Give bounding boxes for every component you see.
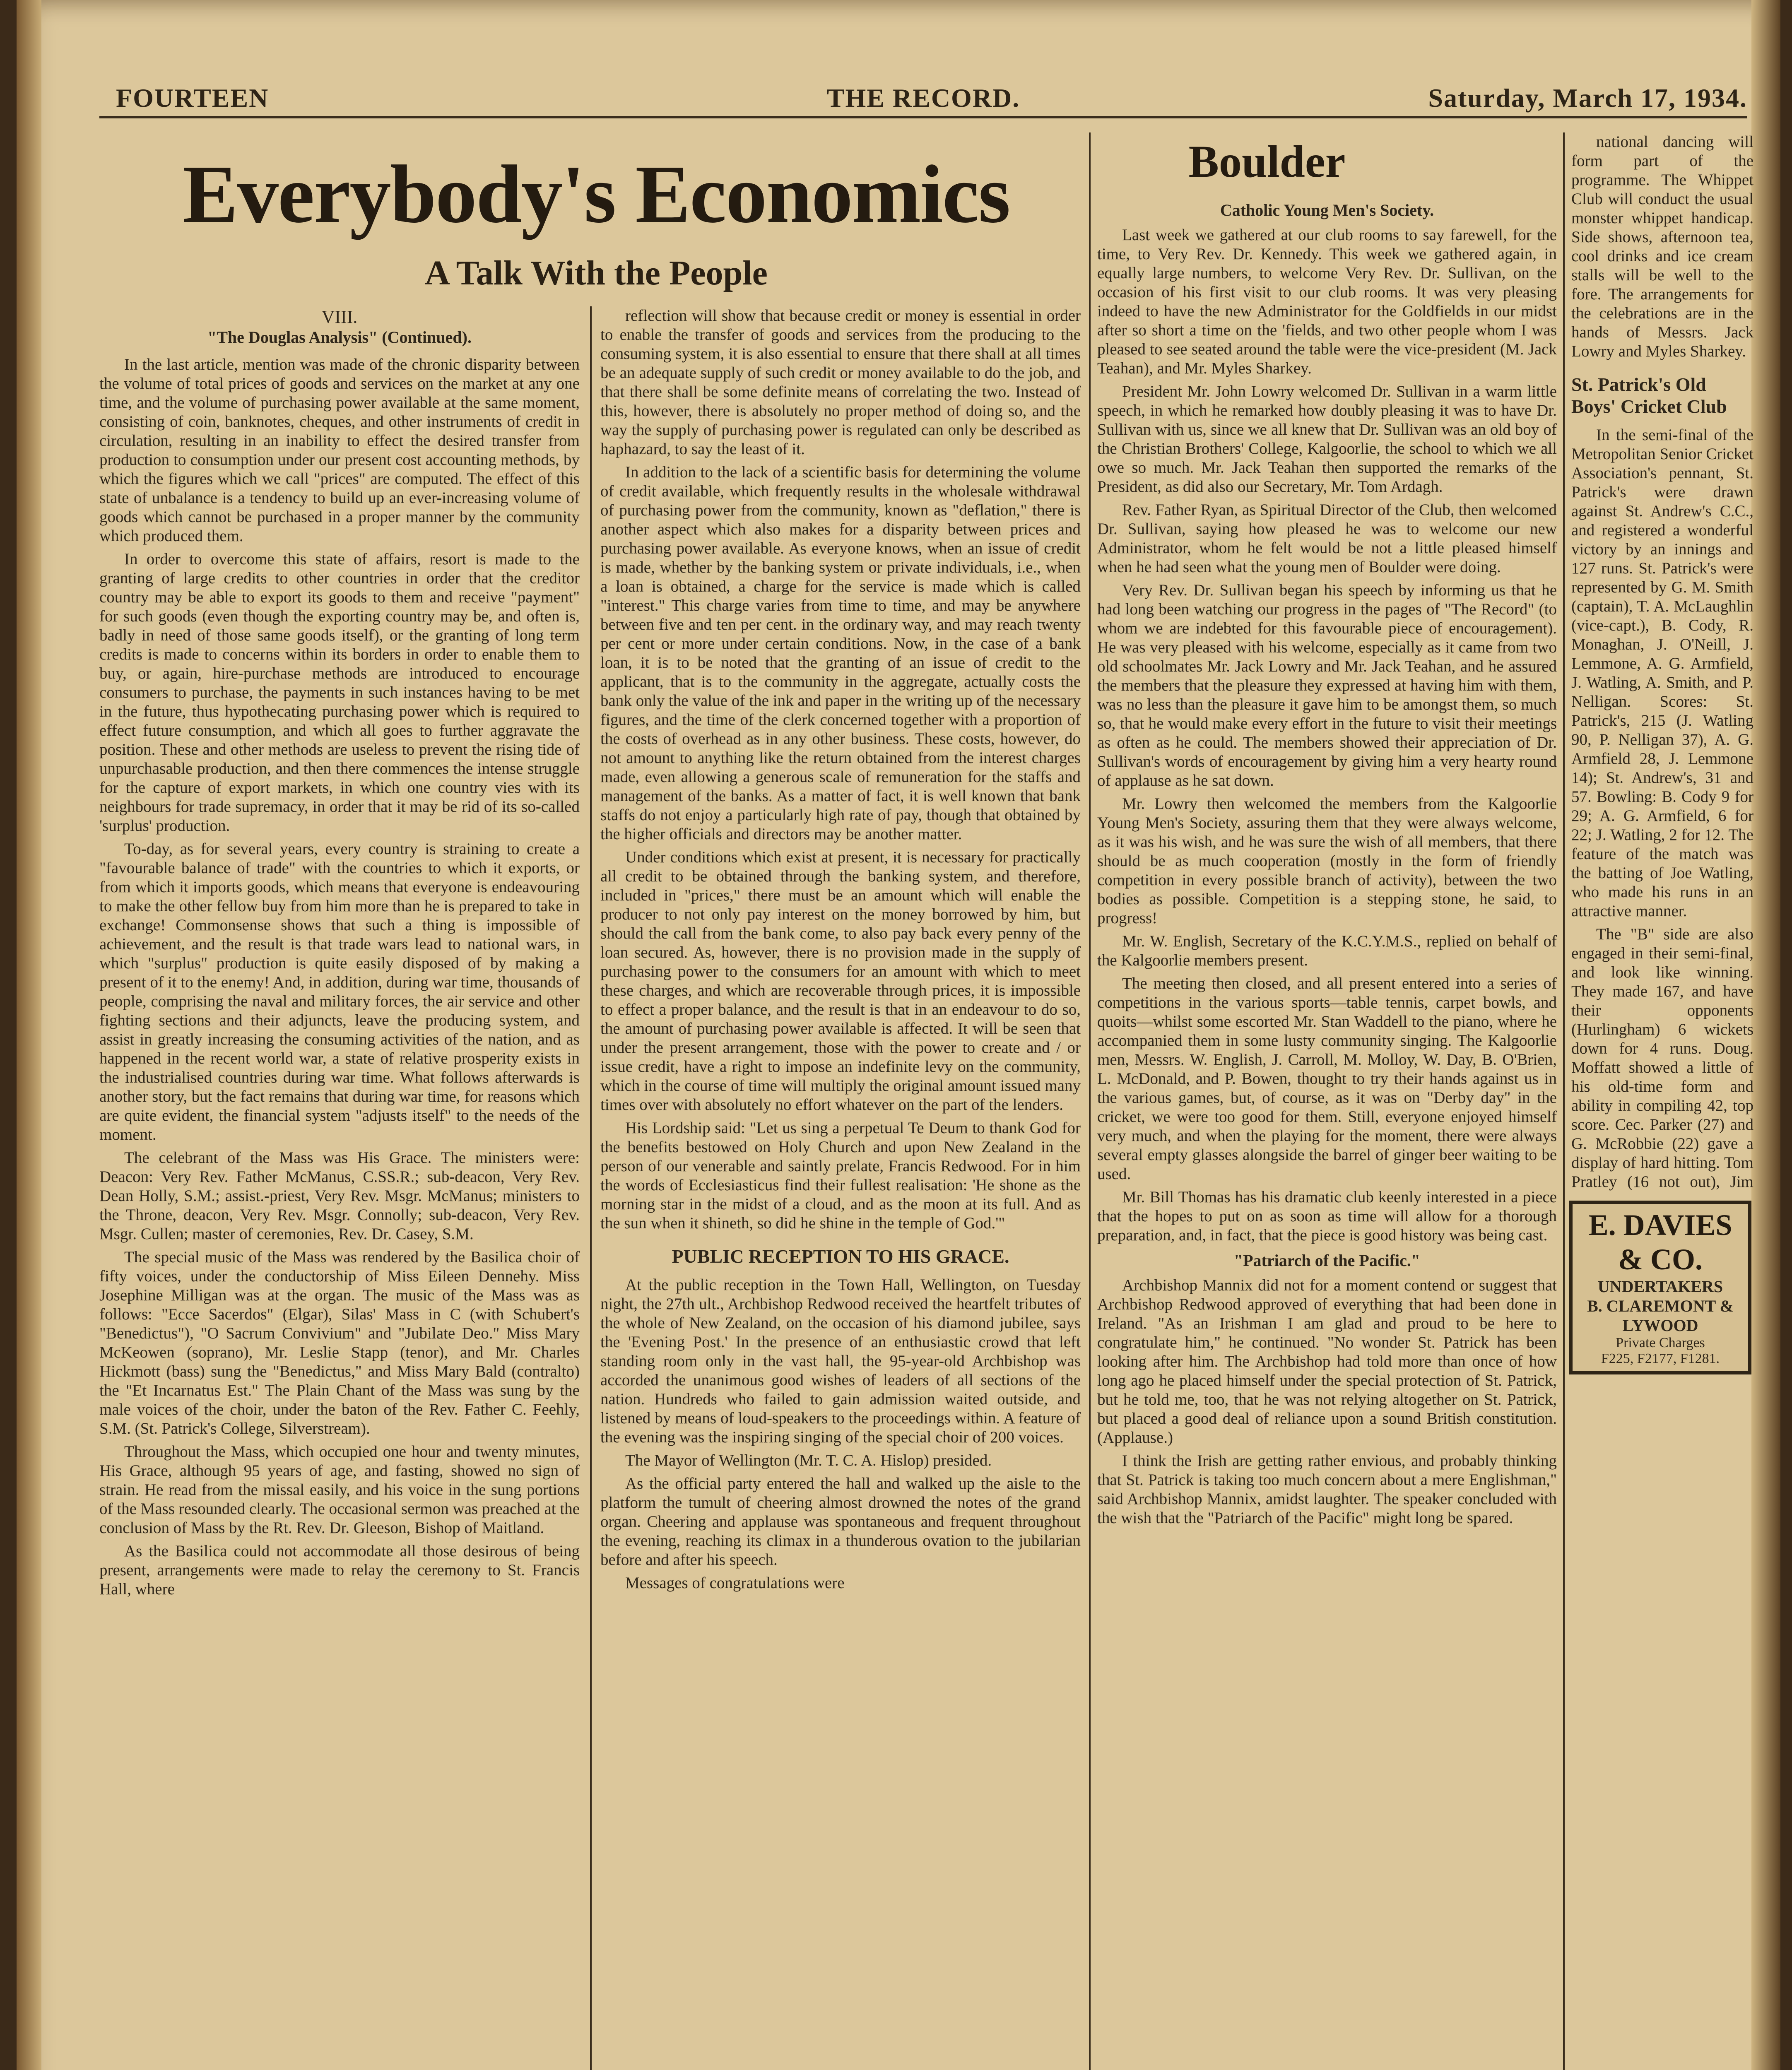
economics-subhead: A Talk With the People <box>425 254 768 292</box>
advert-name: E. DAVIES & CO. <box>1588 1208 1732 1276</box>
economics-column-2 <box>600 306 1081 2070</box>
advert-line: UNDERTAKERS <box>1597 1277 1723 1296</box>
advert-line: LYWOOD <box>1622 1316 1698 1335</box>
economics-column-1 <box>99 306 580 2070</box>
paragraph: Very Rev. Dr. Sullivan began his speech by informing us that he had long been watching our progress in the pages of "The Record" (to whom we are indebted for this favourable piece of encouragement). He was very pleased with his welcome, especially as it came from two old schoolmates Mr. Jack Lowry and Mr. Jack Teahan, and he assured the members that the pleasure they expressed at having him with them, was no less than the pleasure it gave him to be amongst them, so much so, that he would make every effort in the future to visit their meetings as often as he could. The members showed their appreciation of Dr. Sullivan's words of encouragement by giving him a very hearty round of applause as he sat down. <box>1097 581 1557 789</box>
paragraph: Throughout the Mass, which occupied one hour and twenty minutes, His Grace, although 95 years of age, and fasting, showed no sign of strain. He read from the missal easily, and his voice in the sung portions of the Mass resounded clearly. The occasional sermon was preached at the conclusion of Mass by the Rt. Rev. Dr. Gleeson, Bishop of Maitland. <box>99 1443 580 1537</box>
notices-column <box>1571 132 1753 1192</box>
paragraph: Mr. W. English, Secretary of the K.C.Y.M.S., replied on behalf of the Kalgoorlie members present. <box>1097 932 1557 969</box>
paragraph: In order to overcome this state of affairs, resort is made to the granting of large credits to other countries in order that the creditor country may be able to export its goods to them and receive "payment" for such goods (even though the exporting country may be, and often is, badly in need of those same goods itself), or the granting of long term credits is made to concerns within its borders in order to enable them to buy, or again, hire-purchase methods are introduced to encourage consumers to purchase, the payments in such instances having to be met in the future, thus hypothecating purchasing power which is required to effect future consumption, and which all goes to further aggravate the position. These and other methods are useless to prevent the rising tide of unpurchasable production, and then there commences the intense struggle for the capture of export markets, in which one country vies with its neighbours for trade supremacy, in order that it may be rid of its so-called 'surplus' production. <box>99 550 580 835</box>
paragraph: President Mr. John Lowry welcomed Dr. Sullivan in a warm little speech, in which he remarked how doubly pleasing it was to have Dr. Sullivan with us, since we all knew that Dr. Sullivan was an old boy of the Christian Brothers' College, Kalgoorlie, the school to which we all owe so much. Mr. Jack Teahan then supported the remarks of the President, as did also our Secretary, Mr. Tom Ardagh. <box>1097 383 1557 496</box>
paragraph: Under conditions which exist at present, it is necessary for practically all credit to be obtained through the banking system, and therefore, included in "prices," there must be an amount which will enable the producer to not only pay interest on the money borrowed by him, but should the call from the bank come, to also pay back every penny of the loan secured. As, however, there is no provision made in the supply of purchasing power to the consumers for an amount with which to meet these charges, and which are recoverable through prices, it is impossible to effect a proper balance, and the result is that in an endeavour to do so, the amount of purchasing power available is affected. It will be seen that under the present arrangement, those with the power to create and / or issue credit, have a right to impose an indefinite levy on the community, which in the course of time will multiply the original amount issued many times over with absolutely no effort whatever on the part of the lenders. <box>600 848 1081 1114</box>
patriarch-title: "Patriarch of the Pacific." <box>1233 1251 1421 1270</box>
paragraph: reflection will show that because credit or money is essential in order to enable the transfer of goods and services from the producing to the consuming system, it is also essential to ensure that there shall at all times be an adequate supply of such credit or money available to do the job, and that there shall be some definite means of correlating the two. Instead of this, however, there is absolutely no proper method of doing so, and the way the supply of purchasing power is regulated can only be described as haphazard, to say the least of it. <box>600 307 1081 458</box>
page-edge-right <box>1751 0 1780 2070</box>
column-rule <box>1563 132 1565 2070</box>
advert-phone: F225, F2177, F1281. <box>1601 1351 1720 1366</box>
paragraph: The Mayor of Wellington (Mr. T. C. A. Hislop) presided. <box>625 1451 992 1469</box>
issue-date: Saturday, March 17, 1934. <box>1428 83 1747 113</box>
paragraph: Messages of congratulations were <box>625 1574 845 1592</box>
paragraph: Archbishop Mannix did not for a moment contend or suggest that Archbishop Redwood approved of everything that had been done in Ireland. "As an Irishman I am glad and proud to be here to congratulate him," he continued. "No wonder St. Patrick has been looking after him. The Archbishop had told more than once of how long ago he placed himself under the special protection of St. Patrick, but he told me, too, that he was not relying altogether on St. Patrick, but placed a good deal of reliance upon a sound British constitution. (Applause.) <box>1097 1276 1557 1447</box>
paragraph: Mr. Lowry then welcomed the members from the Kalgoorlie Young Men's Society, assuring them that they were always welcome, as it was his wish, and he was sure the wish of all members, that there should be as much cooperation (mostly in the form of friendly competition in every possible branch of activity), between the two bodies as possible. Competition is a stepping stone, he said, to progress! <box>1097 795 1557 927</box>
cricket-title: St. Patrick's Old Boys' Cricket Club <box>1571 374 1727 417</box>
boulder-subhead: Catholic Young Men's Society. <box>1220 201 1434 219</box>
paragraph: Rev. Father Ryan, as Spiritual Director of the Club, then welcomed Dr. Sullivan, saying how pleased he was to welcome our new Administrator, whom he felt would be not a little pleased himself when he had seen what the young men of Boulder were doing. <box>1097 501 1557 576</box>
paper-title: THE RECORD. <box>826 83 1020 113</box>
paragraph: In addition to the lack of a scientific basis for determining the volume of credit available, which frequently results in the wholesale withdrawal of purchasing power from the community, known as "deflation," there is another aspect which also makes for a disparity between prices and purchasing power available. As everyone knows, when an issue of credit is made, whether by the banking system or private individuals, i.e., when a loan is obtained, a charge for the service is made which is called "interest." This charge varies from time to time, and may be anywhere between five and ten per cent. in the ordinary way, and may reach twenty per cent or more under certain conditions. Now, in the case of a bank loan, it is to be noted that the granting of an issue of credit to the applicant, that is to the community in the aggregate, actually costs the bank only the value of the ink and paper in the writing up of the necessary figures, and the time of the clerk concerned together with a proportion of the costs of overhead as in any other business. These costs, however, do not amount to anything like the return obtained from the interest charges made, even allowing a generous scale of remuneration for the staffs and management of the banks. As a matter of fact, it is well known that bank staffs do not enjoy a particularly high rate of pay, though that obtained by the higher officials and directors may be another matter. <box>600 463 1081 843</box>
undertakers-advert <box>1569 1201 1751 1374</box>
paragraph: His Lordship said: "Let us sing a perpetual Te Deum to thank God for the benefits bestowed on Holy Church and upon New Zealand in the person of our venerable and saintly prelate, Francis Redwood. For in him the words of Ecclesiasticus find their fullest realisation: 'He shone as the morning star in the midst of a cloud, and as the moon at its full. And as the sun when it shineth, so did he shine in the temple of God.'" <box>600 1119 1081 1232</box>
column-rule <box>1089 132 1091 2070</box>
paragraph: Mr. Bill Thomas has his dramatic club keenly interested in a piece that the hopes to put on as soon as time will allow for a thorough preparation, and, in fact, that the piece is good history was being cast. <box>1097 1188 1557 1244</box>
economics-headline: Everybody's Economics <box>183 149 1010 240</box>
paragraph: The celebrant of the Mass was His Grace. The ministers were: Deacon: Very Rev. Father McManus, C.SS.R.; sub-deacon, Very Rev. Dean Holly, S.M.; assist.-priest, Very Rev. Msgr. McManus; ministers to the Throne, deacon, Very Rev. Msgr. Connolly; sub-deacon, Very Rev. Msgr. Cullen; master of ceremonies, Rev. Dr. Casey, S.M. <box>99 1149 580 1243</box>
paragraph: The special music of the Mass was rendered by the Basilica choir of fifty voices, under the conductorship of Miss Eileen Dennehy. Miss Josephine Milligan was at the organ. The music of the Mass was as follows: "Ecce Sacerdos" (Elgar), Silas' Mass in C (with Schubert's "Benedictus"), "O Sacrum Convivium" and "Jubilate Deo." Miss Mary McKeowen (soprano), Mr. Leslie Stapp (tenor), and Mr. Charles Hickmott (bass) sung the "Benedictus," and Miss Mary Bald (contralto) the "Et Incarnatus Est." The Plain Chant of the Mass was sung by the male voices of the choir, under the baton of the Rev. Father C. Feehly, S.M. (St. Patrick's College, Silverstream). <box>99 1248 580 1437</box>
section-number: VIII. <box>321 307 358 327</box>
paragraph: I think the Irish are getting rather envious, and probably thinking that St. Patrick is taking too much concern about a mere Englishman," said Archbishop Mannix, amidst laughter. The speaker concluded with the wish that the "Patriarch of the Pacific" might long be spared. <box>1097 1452 1557 1527</box>
paragraph: In the last article, mention was made of the chronic disparity between the volume of total prices of goods and services on the market at any one time, and the volume of purchasing power available at the same moment, consisting of coin, banknotes, cheques, and other instruments of credit in circulation, resulting in an inability to effect the desired transfer from production to consumption under our present cost accounting methods, by which the figures which we call "prices" are computed. The effect of this state of unbalance is a tendency to build up an ever-increasing volume of goods which cannot be purchased in a proper manner by the community which produced them. <box>99 356 580 545</box>
paragraph: national dancing will form part of the programme. The Whippet Club will conduct the usual monster whippet handicap. Side shows, afternoon tea, cool drinks and ice cream stalls will be well to the fore. The arrangements for the celebrations are in the hands of Messrs. Jack Lowry and Myles Sharkey. <box>1571 133 1753 360</box>
newspaper-page <box>17 0 1780 2070</box>
paragraph: In the semi-final of the Metropolitan Senior Cricket Association's pennant, St. Patrick's were drawn against St. Andrew's C.C., and registered a wonderful victory by an innings and 127 runs. St. Patrick's were represented by G. M. Smith (captain), T. A. McLaughlin (vice-capt.), B. Cody, R. Monaghan, J. O'Neill, J. Lemmone, A. G. Armfield, J. Watling, A. Smith, and P. Nelligan. Scores: St. Patrick's, 215 (J. Watling 90, P. Nelligan 37), A. G. Armfield 28, J. Lemmone 14); St. Andrew's, 31 and 57. Bowling: B. Cody 9 for 29; A. G. Armfield, 6 for 22; J. Watling, 2 for 12. The feature of the match was the batting of Joe Watling, who made his runs in an attractive manner. <box>1571 426 1753 920</box>
page-label: FOURTEEN <box>116 83 269 113</box>
boulder-column <box>1097 195 1557 2070</box>
paragraph: As the official party entered the hall and walked up the aisle to the platform the tumult of cheering almost drowned the notes of the grand organ. Cheering and applause was spontaneous and frequent throughout the evening, reaching its climax in a thunderous ovation to the jubilarian before and after his speech. <box>600 1475 1081 1569</box>
section-title: "The Douglas Analysis" (Continued). <box>207 328 472 347</box>
paragraph: The "B" side are also engaged in their semi-final, and look like winning. They made 167, and have their opponents (Hurlingham) 6 wickets down for 4 runs. Doug. Moffatt showed a little of his old-time form and ability in compiling 42, top score. Cec. Parker (27) and G. McRobbie (22) gave a display of hard hitting. Tom Pratley (16 not out), Jim <box>1571 925 1753 1191</box>
paragraph: As the Basilica could not accommodate all those desirous of being present, arrangements were made to relay the ceremony to St. Francis Hall, where <box>99 1542 580 1598</box>
paragraph: Last week we gathered at our club rooms to say farewell, for the time, to Very Rev. Dr. Kennedy. This week we gathered again, in equally large numbers, to welcome Very Rev. Dr. Sullivan, on the occasion of his first visit to our club rooms. It was very pleasing indeed to have the new Administrator for the Goldfields in our midst after so short a time on the 'fields, and two other people whom I was pleased to see seated around the table were the vice-president (M. Jack Teahan), and Mr. Myles Sharkey. <box>1097 226 1557 377</box>
advert-line: Private Charges <box>1616 1335 1705 1350</box>
paragraph: The meeting then closed, and all present entered into a series of competitions in the various sports—table tennis, carpet bowls, and quoits—whilst some escorted Mr. Stan Waddell to the piano, where he accompanied them in some lusty community singing. The Kalgoorlie men, Messrs. W. English, J. Carroll, M. Molloy, W. Day, B. O'Brien, L. McDonald, and P. Bowen, thought to try their hands against us in the various games, but, of course, as it was on "Derby day" in the cricket, we were too good for them. Still, everyone enjoyed himself very much, and when the playing for the moment, there were always several empty glasses alongside the barrel of ginger beer waiting to be used. <box>1097 975 1557 1183</box>
masthead <box>99 66 1747 118</box>
advert-line: B. CLAREMONT & <box>1587 1297 1734 1315</box>
boulder-title: Boulder <box>1188 136 1346 187</box>
paragraph: To-day, as for several years, every country is straining to create a "favourable balance of trade" with the countries to which it exports, or from which it imports goods, which means that everyone is endeavouring to make the other fellow buy from him more than he is prepared to take in exchange! Commonsense shows that such a thing is impossible of achievement, and the result is that trade wars lead to national wars, in which "surplus" production is quite easily disposed of by making a present of it to the enemy! And, in addition, during war time, thousands of people, comprising the naval and military forces, the air service and other fighting sections and their adjuncts, leave the producing system, and assist in greatly increasing the consuming activities of the nation, and as happened in the recent world war, a state of relative prosperity exists in the industrialised countries during war time. What follows afterwards is another story, but the fact remains that during war time, for reasons which are quite evident, the financial system "adjusts itself" to the needs of the moment. <box>99 840 580 1143</box>
reception-title: PUBLIC RECEPTION TO HIS GRACE. <box>672 1246 1009 1267</box>
page-edge-left <box>17 0 41 2070</box>
paragraph: At the public reception in the Town Hall, Wellington, on Tuesday night, the 27th ult., Archbishop Redwood received the heartfelt tributes of the whole of New Zealand, on the occasion of his diamond jubilee, says the 'Evening Post.' In the presence of an enthusiastic crowd that left standing room only in the vast hall, the 95-year-old Archbishop was accorded the unanimous good wishes of leaders of all sections of the nation. Hundreds who failed to gain admission waited outside, and listened by means of loud-speakers to the proceedings within. A feature of the evening was the inspiring singing of the special choir of 200 voices. <box>600 1276 1081 1446</box>
column-rule <box>590 306 592 2070</box>
